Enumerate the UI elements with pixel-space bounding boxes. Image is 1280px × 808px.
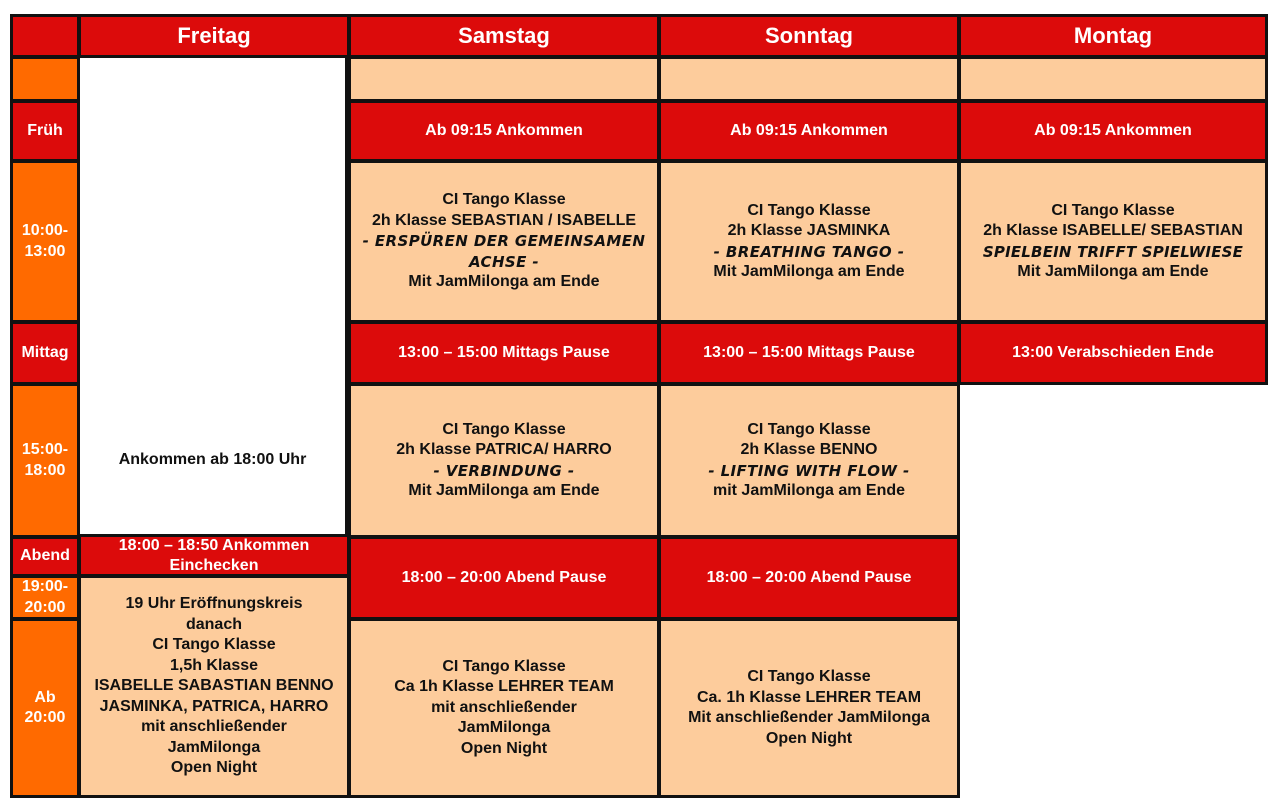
monday-top (958, 56, 1268, 102)
saturday-evening (348, 618, 660, 798)
time-nacht-start: Ab (34, 688, 56, 706)
friday-arrival-label: Ankommen ab 18:00 Uhr (118, 450, 307, 468)
sunday-class1 (658, 160, 960, 323)
friday-arrival (80, 58, 348, 536)
class-theme: - LIFTING WITH FLOW - (708, 461, 910, 480)
class-end: Mit JamMilonga am Ende (1017, 263, 1209, 280)
friday-checkin-line2: Einchecken (169, 556, 259, 574)
time-abend2 (10, 575, 80, 620)
evening-line: mit anschließender (431, 698, 577, 716)
header-sonntag: Sonntag (658, 14, 960, 58)
friday-evening-line: 19 Uhr Eröffnungskreis (125, 595, 303, 613)
friday-evening-line: mit anschließender (141, 718, 287, 736)
friday-evening (78, 575, 350, 798)
time-nacht (10, 618, 80, 798)
class-teachers: 2h Klasse SEBASTIAN / ISABELLE (371, 211, 637, 229)
header-samstag: Samstag (348, 14, 660, 58)
header-montag: Montag (958, 14, 1268, 58)
evening-line: Open Night (765, 729, 853, 747)
friday-evening-line: Open Night (170, 759, 258, 777)
class-title: CI Tango Klasse (747, 420, 871, 438)
class-theme: - BREATHING TANGO - (713, 242, 905, 261)
time-nachmittag-end: 18:00 (24, 461, 66, 479)
class-title: CI Tango Klasse (442, 420, 566, 438)
class-theme: SPIELBEIN TRIFFT SPIELWIESE (982, 242, 1244, 261)
friday-evening-line: JASMINKA, PATRICA, HARRO (99, 697, 329, 715)
time-nachmittag (10, 383, 80, 538)
friday-evening-line: 1,5h Klasse (169, 656, 259, 674)
class-title: CI Tango Klasse (1051, 201, 1175, 219)
time-nachmittag-start: 15:00- (21, 441, 69, 458)
header-freitag: Freitag (78, 14, 350, 58)
evening-line: CI Tango Klasse (747, 668, 871, 685)
time-vormittag-end: 13:00 (24, 242, 66, 260)
time-nacht-end: 20:00 (24, 709, 66, 726)
class-theme: - ERSPÜREN DER GEMEINSAMEN (362, 232, 646, 251)
time-abend: Abend (10, 536, 80, 577)
monday-class1 (958, 160, 1268, 323)
friday-checkin-line1: 18:00 – 18:50 Ankommen (118, 536, 310, 554)
class-teachers: 2h Klasse ISABELLE/ SEBASTIAN (983, 222, 1243, 239)
monday-end: 13:00 Verabschieden Ende (958, 321, 1268, 385)
evening-line: Ca 1h Klasse LEHRER TEAM (394, 678, 614, 696)
corner-cell (10, 14, 80, 58)
time-abend2-end: 20:00 (24, 598, 66, 616)
time-frueh: Früh (10, 100, 80, 162)
class-end: Mit JamMilonga am Ende (408, 273, 600, 291)
time-vormittag-start: 10:00- (21, 222, 69, 239)
sunday-top (658, 56, 960, 102)
class-teachers: 2h Klasse BENNO (740, 441, 878, 458)
friday-evening-line: JamMilonga (167, 738, 261, 756)
friday-checkin (78, 534, 350, 577)
saturday-lunch: 13:00 – 15:00 Mittags Pause (348, 321, 660, 385)
sunday-evening (658, 618, 960, 798)
monday-morning: Ab 09:15 Ankommen (958, 100, 1268, 162)
saturday-class1 (348, 160, 660, 323)
saturday-dinner: 18:00 – 20:00 Abend Pause (348, 536, 660, 620)
class-end: Mit JamMilonga am Ende (713, 263, 905, 280)
saturday-morning: Ab 09:15 Ankommen (348, 100, 660, 162)
class-teachers: 2h Klasse JASMINKA (727, 222, 891, 239)
time-vormittag (10, 160, 80, 323)
saturday-class2 (348, 383, 660, 538)
class-theme: ACHSE - (468, 252, 539, 271)
evening-line: Open Night (460, 739, 548, 757)
evening-line: JamMilonga (457, 719, 551, 737)
sunday-morning: Ab 09:15 Ankommen (658, 100, 960, 162)
time-mittag: Mittag (10, 321, 80, 385)
class-title: CI Tango Klasse (442, 191, 566, 209)
class-theme: - VERBINDUNG - (433, 461, 575, 480)
class-end: mit JamMilonga am Ende (712, 482, 906, 499)
evening-line: Mit anschließender JamMilonga (688, 709, 930, 726)
evening-line: CI Tango Klasse (442, 657, 566, 675)
saturday-top (348, 56, 660, 102)
friday-evening-line: danach (185, 615, 242, 633)
friday-evening-line: CI Tango Klasse (152, 636, 276, 654)
evening-line: Ca. 1h Klasse LEHRER TEAM (696, 688, 922, 706)
time-empty (10, 56, 80, 102)
time-abend2-start: 19:00- (21, 578, 69, 595)
friday-evening-line: ISABELLE SABASTIAN BENNO (94, 677, 334, 695)
sunday-lunch: 13:00 – 15:00 Mittags Pause (658, 321, 960, 385)
class-end: Mit JamMilonga am Ende (408, 482, 600, 499)
class-teachers: 2h Klasse PATRICA/ HARRO (396, 441, 612, 458)
class-title: CI Tango Klasse (747, 201, 871, 219)
sunday-class2 (658, 383, 960, 538)
sunday-dinner: 18:00 – 20:00 Abend Pause (658, 536, 960, 620)
